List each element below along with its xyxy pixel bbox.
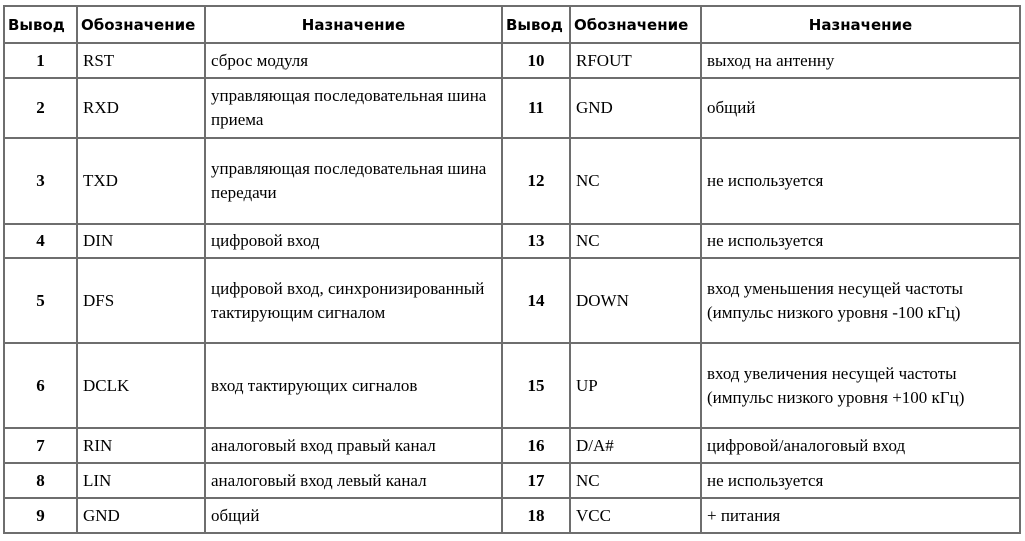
pin-description: общий [701, 78, 1020, 138]
pin-description: не используется [701, 463, 1020, 498]
pin-number: 15 [502, 343, 570, 428]
pin-number: 12 [502, 138, 570, 224]
table-row [4, 258, 1020, 343]
pin-number: 18 [502, 498, 570, 533]
pin-description: не используется [701, 138, 1020, 224]
pin-description: не используется [701, 224, 1020, 258]
pin-description: + питания [701, 498, 1020, 533]
pin-number: 14 [502, 258, 570, 343]
header-pin-right: Вывод [502, 6, 570, 43]
pin-number: 1 [4, 43, 77, 78]
signal-name: NC [570, 138, 701, 224]
pin-number: 2 [4, 78, 77, 138]
pin-description: сброс модуля [205, 43, 502, 78]
table-row [4, 498, 1020, 533]
signal-name: NC [570, 224, 701, 258]
pin-description: вход тактирующих сигналов [205, 343, 502, 428]
header-pin-left: Вывод [4, 6, 77, 43]
pin-number: 8 [4, 463, 77, 498]
signal-name: DFS [77, 258, 205, 343]
pin-description: аналоговый вход правый канал [205, 428, 502, 463]
header-purpose-right: Назначение [701, 6, 1020, 43]
signal-name: TXD [77, 138, 205, 224]
pin-description: цифровой/аналоговый вход [701, 428, 1020, 463]
table-row [4, 343, 1020, 428]
signal-name: DCLK [77, 343, 205, 428]
pin-description: вход уменьшения несущей частоты (импульс низкого уровня -100 кГц) [701, 258, 1020, 343]
pin-number: 4 [4, 224, 77, 258]
header-purpose-left: Назначение [205, 6, 502, 43]
pin-description: управляющая последовательная шина передачи [205, 138, 502, 224]
signal-name: NC [570, 463, 701, 498]
signal-name: D/A# [570, 428, 701, 463]
pin-number: 10 [502, 43, 570, 78]
signal-name: LIN [77, 463, 205, 498]
header-designation-left: Обозначение [77, 6, 205, 43]
table-row [4, 78, 1020, 138]
signal-name: DOWN [570, 258, 701, 343]
pin-description: цифровой вход, синхронизированный тактирующим сигналом [205, 258, 502, 343]
pin-description: вход увеличения несущей частоты (импульс низкого уровня +100 кГц) [701, 343, 1020, 428]
pin-description: выход на антенну [701, 43, 1020, 78]
pin-number: 6 [4, 343, 77, 428]
pinout-table-container [3, 5, 1021, 534]
pin-description: общий [205, 498, 502, 533]
pin-number: 9 [4, 498, 77, 533]
pin-description: управляющая последовательная шина приема [205, 78, 502, 138]
pin-number: 3 [4, 138, 77, 224]
header-designation-right: Обозначение [570, 6, 701, 43]
signal-name: DIN [77, 224, 205, 258]
pin-number: 17 [502, 463, 570, 498]
signal-name: UP [570, 343, 701, 428]
pin-number: 16 [502, 428, 570, 463]
table-row [4, 138, 1020, 224]
pin-description: аналоговый вход левый канал [205, 463, 502, 498]
pin-number: 13 [502, 224, 570, 258]
pin-description: цифровой вход [205, 224, 502, 258]
table-header-row [4, 6, 1020, 43]
signal-name: RST [77, 43, 205, 78]
table-row [4, 463, 1020, 498]
signal-name: GND [77, 498, 205, 533]
pinout-table [3, 5, 1021, 534]
signal-name: RXD [77, 78, 205, 138]
table-row [4, 428, 1020, 463]
table-row [4, 224, 1020, 258]
signal-name: VCC [570, 498, 701, 533]
pin-number: 11 [502, 78, 570, 138]
pin-number: 5 [4, 258, 77, 343]
table-row [4, 43, 1020, 78]
pin-number: 7 [4, 428, 77, 463]
signal-name: RFOUT [570, 43, 701, 78]
signal-name: RIN [77, 428, 205, 463]
signal-name: GND [570, 78, 701, 138]
